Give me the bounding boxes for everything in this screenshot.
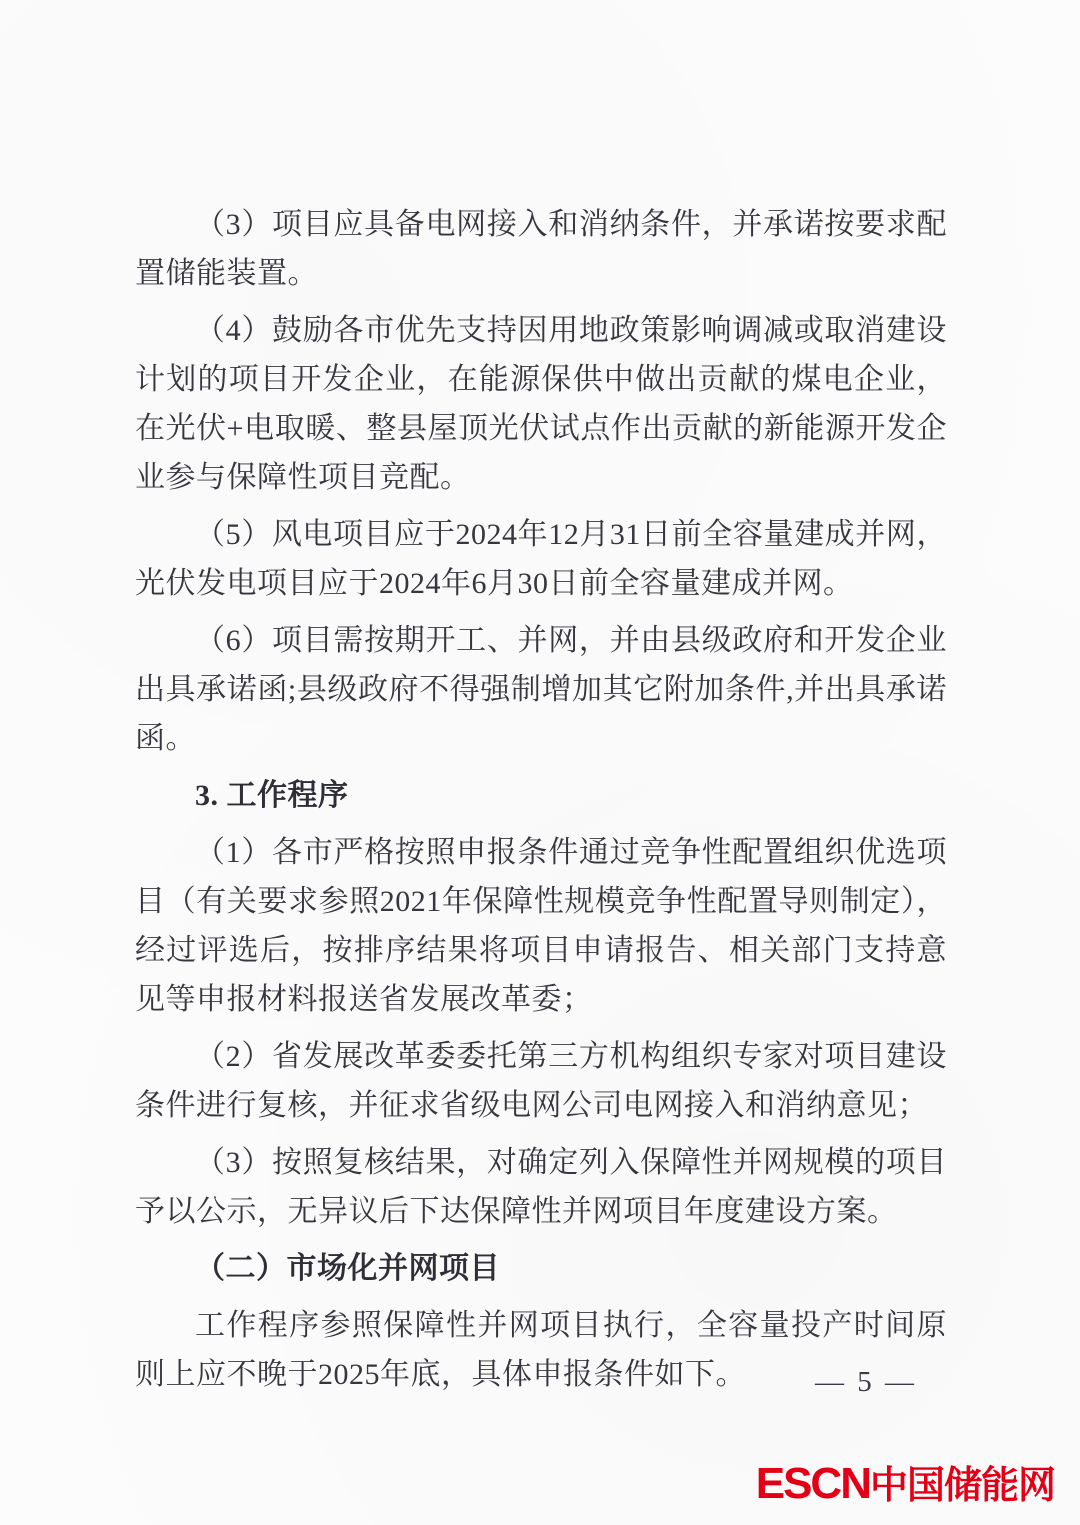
document-body xyxy=(135,200,947,1399)
body-paragraph: （3）按照复核结果，对确定列入保障性并网规模的项目予以公示，无异议后下达保障性并网项目年度建设方案。 xyxy=(135,1146,947,1228)
page-number: — 5 — xyxy=(815,1366,917,1398)
section-heading-work-procedure: 3. 工作程序 xyxy=(195,779,349,812)
escn-watermark-logo xyxy=(755,1459,1055,1516)
body-paragraph: （4）鼓励各市优先支持因用地政策影响调减或取消建设计划的项目开发企业，在能源保供中做出贡献的煤电企业，在光伏+电取暖、整县屋顶光伏试点作出贡献的新能源开发企业参与保障性项目竞配。 xyxy=(135,314,947,494)
body-paragraph: 工作程序参照保障性并网项目执行，全容量投产时间原则上应不晚于2025年底，具体申报条件如下。 xyxy=(135,1309,947,1391)
body-paragraph: （5）风电项目应于2024年12月31日前全容量建成并网，光伏发电项目应于2024年6月30日前全容量建成并网。 xyxy=(135,518,947,600)
body-paragraph: （3）项目应具备电网接入和消纳条件，并承诺按要求配置储能装置。 xyxy=(135,208,947,290)
body-paragraph: （1）各市严格按照申报条件通过竞争性配置组织优选项目（有关要求参照2021年保障性规模竞争性配置导则制定），经过评选后，按排序结果将项目申请报告、相关部门支持意见等申报材料报送省发展改革委； xyxy=(135,836,947,1016)
section-heading-market-grid-projects: （二）市场化并网项目 xyxy=(195,1252,500,1285)
escn-logo-cjk-text: 中国储能网 xyxy=(869,1465,1055,1507)
escn-logo-latin-text: ESCN xyxy=(755,1459,870,1508)
body-paragraph: （6）项目需按期开工、并网，并由县级政府和开发企业出具承诺函;县级政府不得强制增加其它附加条件,并出具承诺函。 xyxy=(135,624,947,755)
body-paragraph: （2）省发展改革委委托第三方机构组织专家对项目建设条件进行复核，并征求省级电网公司电网接入和消纳意见； xyxy=(135,1040,947,1122)
